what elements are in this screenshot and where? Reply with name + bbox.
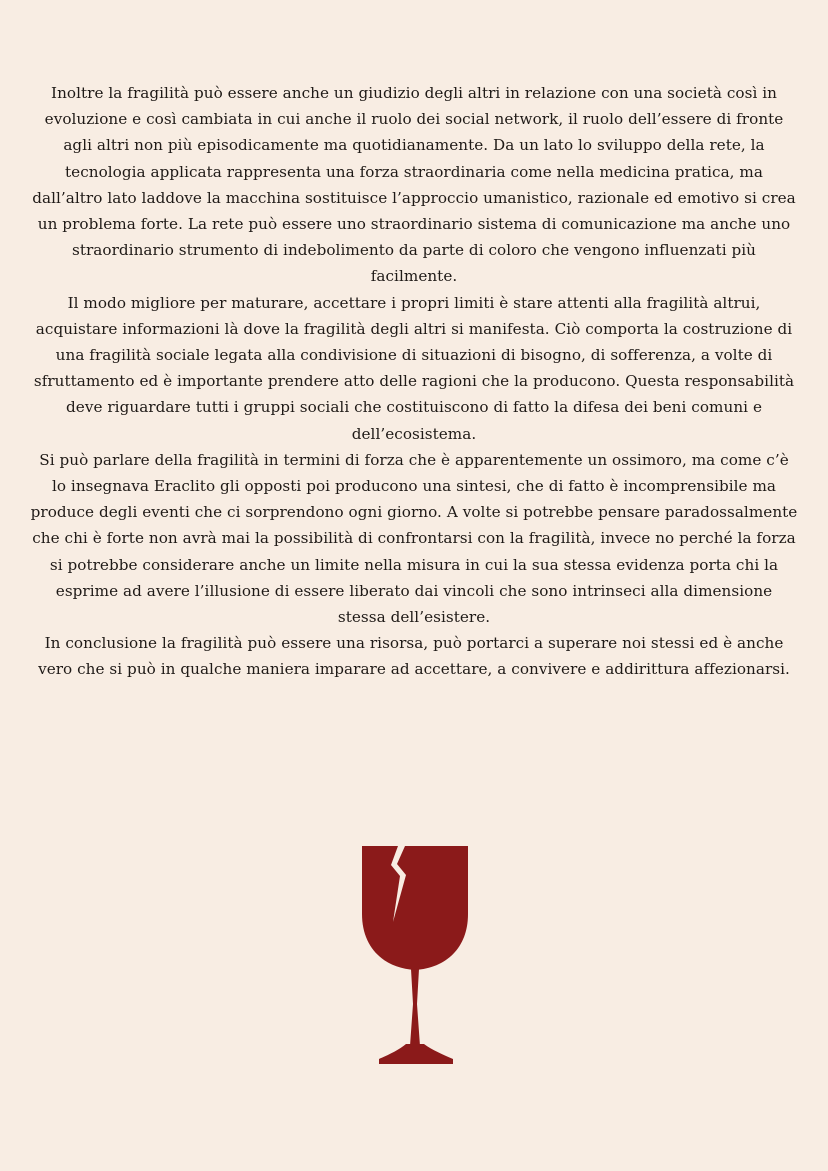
paragraph-2: Il modo migliore per maturare, accettare i propri limiti è stare attenti alla fragilità altrui, acquistare informazioni là dove la fragilità degli altri si manifesta. Ciò comporta la costruzione di una fragilità sociale legata alla condivisione di situazioni di bisogno, di sofferenza, a volte di sfruttamento ed è importante prendere atto delle ragioni che la producono. Questa responsabilità deve riguardare tutti i gruppi sociali che costituiscono di fatto la difesa dei beni comuni e dell’ecosistema. — [33, 293, 795, 443]
glass-base — [379, 1044, 453, 1064]
glass-stem — [410, 969, 420, 1046]
glass-bowl — [362, 846, 468, 970]
paragraph-1: Inoltre la fragilità può essere anche un giudizio degli altri in relazione con una società così in evoluzione e così cambiata in cui anche il ruolo dei social network, il ruolo dell’essere di fronte agli altri non più episodicamente ma quotidianamente. Da un lato lo sviluppo della rete, la tecnologia applicata rappresenta una forza straordinaria come nella medicina pratica, ma dall’altro lato laddove la macchina sostituisce l’approccio umanistico, razionale ed emotivo si crea un problema forte. La rete può essere uno straordinario sistema di comunicazione ma anche uno straordinario strumento di indebolimento da parte di coloro che vengono influenzati più facilmente. — [32, 84, 796, 286]
paragraph-4: In conclusione la fragilità può essere una risorsa, può portarci a superare noi stessi ed è anche vero che si può in qualche maniera imparare ad accettare, a convivere e addirittura affezionarsi. — [38, 634, 790, 679]
body-text — [30, 80, 798, 683]
paragraph-3: Si può parlare della fragilità in termini di forza che è apparentemente un ossimoro, ma come c’è lo insegnava Eraclito gli opposti poi producono una sintesi, che di fatto è incomprensibile ma produce degli eventi che ci sorprendono ogni giorno. A volte si potrebbe pensare paradossalmente che chi è forte non avrà mai la possibilità di confrontarsi con la fragilità, invece no perché la forza si potrebbe considerare anche un limite nella misura in cui la sua stessa evidenza porta chi la esprime ad avere l’illusione di essere liberato dai vincoli che sono intrinseci alla dimensione stessa dell’esistere. — [30, 450, 798, 627]
broken-wine-glass-icon — [362, 846, 468, 1066]
